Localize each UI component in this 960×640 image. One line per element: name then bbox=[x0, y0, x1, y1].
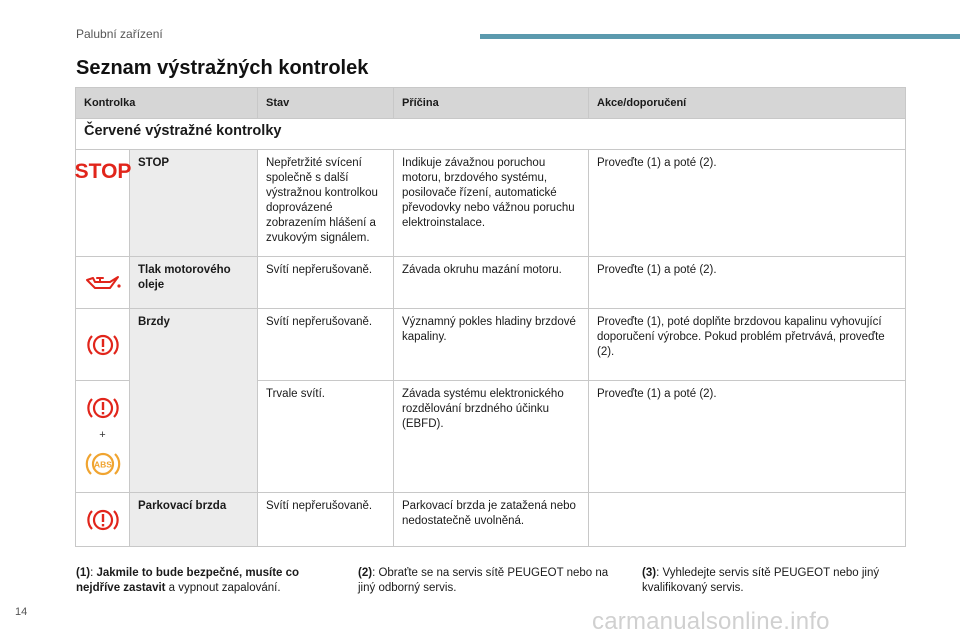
cause-cell: Významný pokles hladiny brzdové kapaliny. bbox=[394, 309, 589, 381]
footnote-3: (3): Vyhledejte servis sítě PEUGEOT nebo jiný kvalifikovaný servis. bbox=[642, 567, 880, 594]
icon-cell bbox=[76, 381, 130, 493]
section-title: Červené výstražné kontrolky bbox=[76, 119, 906, 150]
abs-icon bbox=[85, 449, 121, 479]
state-cell: Svítí nepřerušovaně. bbox=[258, 309, 394, 381]
action-cell bbox=[589, 493, 906, 547]
column-header-cause: Příčina bbox=[394, 88, 589, 119]
parking-brake-icon bbox=[86, 506, 120, 534]
svg-text:STOP: STOP bbox=[74, 160, 131, 183]
oil-can-icon bbox=[83, 272, 123, 294]
indicator-name: STOP bbox=[130, 150, 258, 257]
table-row bbox=[76, 309, 906, 381]
brake-warning-icon bbox=[86, 394, 120, 422]
table-row bbox=[76, 257, 906, 309]
stop-icon bbox=[74, 158, 131, 183]
cause-cell: Závada systému elektronického rozdělování brzdného účinku (EBFD). bbox=[394, 381, 589, 493]
plus-sign: + bbox=[99, 429, 106, 441]
icon-cell bbox=[76, 257, 130, 309]
table-row bbox=[76, 150, 906, 257]
page-section-header: Palubní zařízení bbox=[76, 27, 163, 41]
footnote-2: (2): Obraťte se na servis sítě PEUGEOT nebo na jiný odborný servis. bbox=[358, 567, 609, 594]
indicator-name: Parkovací brzda bbox=[130, 493, 258, 547]
cause-cell: Indikuje závažnou poruchou motoru, brzdového systému, posilovače řízení, automatické převodovky nebo vážnou poruchu elektroinstalace. bbox=[394, 150, 589, 257]
watermark-text: carmanualsonline.info bbox=[592, 608, 830, 635]
action-cell: Proveďte (1) a poté (2). bbox=[589, 150, 906, 257]
page-title: Seznam výstražných kontrolek bbox=[76, 57, 369, 79]
state-cell: Trvale svítí. bbox=[258, 381, 394, 493]
page-number: 14 bbox=[15, 606, 28, 618]
column-header-state: Stav bbox=[258, 88, 394, 119]
table-row bbox=[76, 493, 906, 547]
state-cell: Svítí nepřerušovaně. bbox=[258, 257, 394, 309]
icon-cell bbox=[76, 309, 130, 381]
state-cell: Svítí nepřerušovaně. bbox=[258, 493, 394, 547]
column-header-indicator: Kontrolka bbox=[76, 88, 258, 119]
action-cell: Proveďte (1) a poté (2). bbox=[589, 257, 906, 309]
cause-cell: Závada okruhu mazání motoru. bbox=[394, 257, 589, 309]
indicator-name: Tlak motorového oleje bbox=[130, 257, 258, 309]
state-cell: Nepřetržité svícení společně s další výstražnou kontrolkou doprovázené zobrazením hlášení a zvukovým signálem. bbox=[258, 150, 394, 257]
section-row bbox=[76, 119, 906, 150]
action-cell: Proveďte (1) a poté (2). bbox=[589, 381, 906, 493]
warning-lights-table bbox=[75, 87, 906, 547]
column-header-action: Akce/doporučení bbox=[589, 88, 906, 119]
footnote-1: (1): Jakmile to bude bezpečné, musíte co nejdříve zastavit a vypnout zapalování. bbox=[76, 567, 300, 594]
svg-text:ABS: ABS bbox=[93, 459, 112, 470]
header-bar bbox=[480, 34, 960, 39]
indicator-name: Brzdy bbox=[130, 309, 258, 493]
icon-cell bbox=[76, 150, 130, 257]
brake-warning-icon bbox=[86, 331, 120, 359]
action-cell: Proveďte (1), poté doplňte brzdovou kapalinu vyhovující doporučení výrobce. Pokud problém přetrvává, proveďte (2). bbox=[589, 309, 906, 381]
table-header-row bbox=[76, 88, 906, 119]
cause-cell: Parkovací brzda je zatažená nebo nedostatečně uvolněná. bbox=[394, 493, 589, 547]
icon-cell bbox=[76, 493, 130, 547]
